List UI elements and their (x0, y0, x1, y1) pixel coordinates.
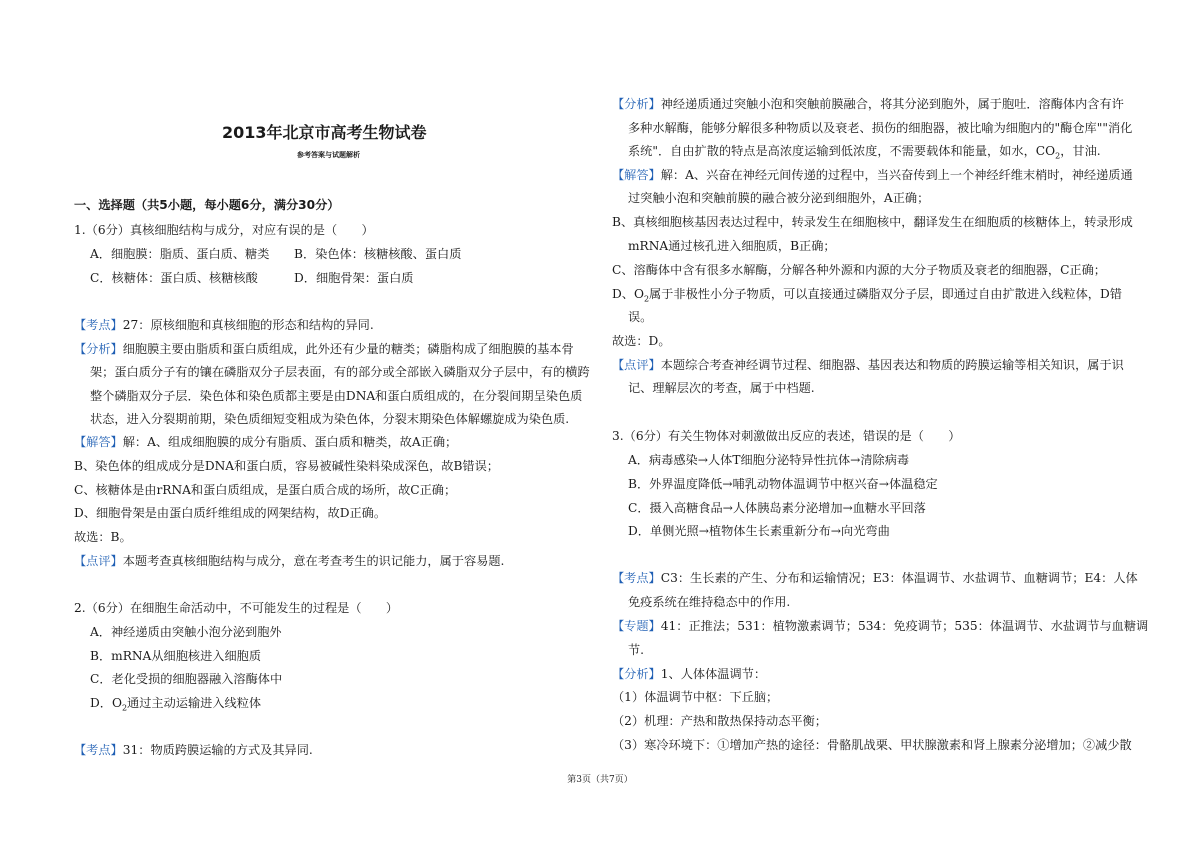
zhuanti-text: 41：正推法；531：植物激素调节；534：免疫调节；535：体温调节、水盐调节与血糖调 (660, 619, 1149, 633)
jieda-text: 解：A、组成细胞膜的成分有脂质、蛋白质和糖类，故A正确； (122, 435, 458, 449)
kaodian-text: 31：物质跨膜运输的方式及其异同. (122, 743, 313, 757)
q1-fenxi-line-3: 整个磷脂双分子层．染色体和染色质都主要是由DNA和蛋白质组成的，在分裂间期呈染色质 (90, 389, 583, 403)
q3-stem: 3.（6分）有关生物体对刺激做出反应的表述，错误的是（ ） (612, 429, 961, 443)
q3-fenxi-line-2: （1）体温调节中枢：下丘脑； (612, 690, 779, 704)
fenxi-text: 细胞膜主要由脂质和蛋白质组成，此外还有少量的糖类；磷脂构成了细胞膜的基本骨 (122, 342, 574, 356)
q2-jieda-line-7: 误。 (628, 310, 653, 324)
fenxi-tag: 【分析】 (612, 667, 661, 681)
kaodian-tag: 【考点】 (74, 318, 123, 332)
q3-fenxi-line-3: （2）机理：产热和散热保持动态平衡； (612, 714, 827, 728)
q2-jieda-line-3: B、真核细胞核基因表达过程中，转录发生在细胞核中，翻译发生在细胞质的核糖体上，转录形成 (612, 215, 1133, 229)
fenxi-text: 神经递质通过突触小泡和突触前膜融合，将其分泌到胞外，属于胞吐．溶酶体内含有许 (660, 97, 1124, 111)
q2-option-d-pre: D．O (90, 696, 122, 710)
q2-fenxi-line-3-sub: 2 (1055, 151, 1061, 161)
q1-jieda-line-3: C、核糖体是由rRNA和蛋白质组成，是蛋白质合成的场所，故C正确； (74, 483, 457, 497)
page-footer: 第3页（共7页） (567, 775, 633, 785)
q2-stem: 2.（6分）在细胞生命活动中，不可能发生的过程是（ ） (74, 601, 399, 615)
q1-option-a: A．细胞膜：脂质、蛋白质、糖类 (90, 247, 270, 261)
q2-jieda-line-6-pre: D、O (612, 287, 644, 301)
dianping-tag: 【点评】 (74, 554, 123, 568)
kaodian-text: 27：原核细胞和真核细胞的形态和结构的异同. (122, 318, 374, 332)
q2-answer: 故选：D。 (612, 334, 671, 348)
q2-fenxi-line-3 (628, 143, 1101, 164)
q2-dianping (612, 357, 1124, 373)
jieda-tag: 【解答】 (612, 168, 661, 182)
q1-stem: 1.（6分）真核细胞结构与成分，对应有误的是（ ） (74, 223, 374, 237)
kaodian-tag: 【考点】 (612, 571, 661, 585)
dianping-text: 本题综合考查神经调节过程、细胞器、基因表达和物质的跨膜运输等相关知识，属于识 (660, 358, 1124, 372)
jieda-text: 解：A、兴奋在神经元间传递的过程中，当兴奋传到上一个神经纤维末梢时，神经递质通 (660, 168, 1133, 182)
q2-option-a: A．神经递质由突触小泡分泌到胞外 (90, 625, 282, 639)
q1-fenxi-line-2: 架；蛋白质分子有的镶在磷脂双分子层表面，有的部分或全部嵌入磷脂双分子层中，有的横跨 (90, 365, 590, 379)
q2-option-d (90, 695, 261, 716)
q2-option-d-sub: 2 (121, 703, 128, 713)
q2-option-b: B．mRNA从细胞核进入细胞质 (90, 649, 262, 663)
page-title: 2013年北京市高考生物试卷 (222, 123, 427, 142)
q1-jieda-line-4: D、细胞骨架是由蛋白质纤维组成的网架结构，故D正确。 (74, 506, 387, 520)
q2-dianping-line-2: 记、理解层次的考查，属于中档题. (628, 381, 815, 395)
q2-fenxi (612, 96, 1124, 112)
q2-jieda-line-6-sub: 2 (643, 294, 650, 304)
zhuanti-tag: 【专题】 (612, 619, 661, 633)
q3-fenxi-line-4: （3）寒冷环境下：①增加产热的途径：骨骼肌战栗、甲状腺激素和肾上腺素分泌增加；②减少散 (612, 738, 1132, 752)
q3-zhuanti (612, 618, 1148, 634)
fenxi-text: 1、人体体温调节： (660, 667, 767, 681)
q2-fenxi-line-3-post: ，甘油. (1060, 144, 1101, 158)
q2-option-d-post: 通过主动运输进入线粒体 (127, 696, 262, 710)
q2-kaodian (74, 742, 313, 758)
q1-dianping (74, 553, 504, 569)
dianping-tag: 【点评】 (612, 358, 661, 372)
q2-fenxi-line-3-pre: 系统"．自由扩散的特点是高浓度运输到低浓度，不需要载体和能量，如水，CO (628, 144, 1056, 158)
q1-option-d: D．细胞骨架：蛋白质 (294, 271, 414, 285)
q2-jieda (612, 167, 1133, 183)
q2-jieda-line-6 (612, 286, 1122, 307)
q1-option-b: B．染色体：核糖核酸、蛋白质 (294, 247, 462, 261)
q3-option-b: B．外界温度降低→哺乳动物体温调节中枢兴奋→体温稳定 (628, 477, 938, 491)
q3-zhuanti-line-2: 节. (628, 643, 645, 657)
q1-fenxi-line-4: 状态，进入分裂期前期，染色质细短变粗成为染色体，分裂末期染色体解螺旋成为染色质. (90, 412, 570, 426)
q2-jieda-line-5: C、溶酶体中含有很多水解酶，分解各种外源和内源的大分子物质及衰老的细胞器，C正确； (612, 263, 1106, 277)
section-heading: 一、选择题（共5小题，每小题6分，满分30分） (74, 198, 340, 212)
q1-fenxi (74, 341, 574, 357)
q3-kaodian-line-2: 免疫系统在维持稳态中的作用. (628, 595, 791, 609)
q1-option-c: C．核糖体：蛋白质、核糖核酸 (90, 271, 258, 285)
page-subtitle: 参考答案与试题解析 (297, 150, 360, 159)
kaodian-tag: 【考点】 (74, 743, 123, 757)
q1-jieda (74, 434, 457, 450)
q3-option-c: C．摄入高糖食品→人体胰岛素分泌增加→血糖水平回落 (628, 501, 926, 515)
q1-jieda-line-2: B、染色体的组成成分是DNA和蛋白质，容易被碱性染料染成深色，故B错误； (74, 459, 499, 473)
q1-answer: 故选：B。 (74, 530, 132, 544)
q2-option-c: C．老化受损的细胞器融入溶酶体中 (90, 672, 283, 686)
q2-jieda-line-6-post: 属于非极性小分子物质，可以直接通过磷脂双分子层，即通过自由扩散进入线粒体，D错 (649, 287, 1122, 301)
kaodian-text: C3：生长素的产生、分布和运输情况；E3：体温调节、水盐调节、血糖调节；E4：人体 (660, 571, 1138, 585)
fenxi-tag: 【分析】 (612, 97, 661, 111)
fenxi-tag: 【分析】 (74, 342, 123, 356)
jieda-tag: 【解答】 (74, 435, 123, 449)
q2-jieda-line-2: 过突触小泡和突触前膜的融合被分泌到细胞外，A正确； (628, 191, 930, 205)
q3-kaodian (612, 570, 1138, 586)
q3-option-d: D．单侧光照→植物体生长素重新分布→向光弯曲 (628, 524, 890, 538)
q2-jieda-line-4: mRNA通过核孔进入细胞质，B正确； (628, 239, 836, 253)
q1-kaodian (74, 317, 374, 333)
q2-fenxi-line-2: 多种水解酶，能够分解很多种物质以及衰老、损伤的细胞器，被比喻为细胞内的"酶仓库""消化 (628, 121, 1133, 135)
dianping-text: 本题考查真核细胞结构与成分，意在考查考生的识记能力，属于容易题. (122, 554, 505, 568)
q3-option-a: A．病毒感染→人体T细胞分泌特异性抗体→清除病毒 (628, 453, 910, 467)
q3-fenxi (612, 666, 766, 682)
